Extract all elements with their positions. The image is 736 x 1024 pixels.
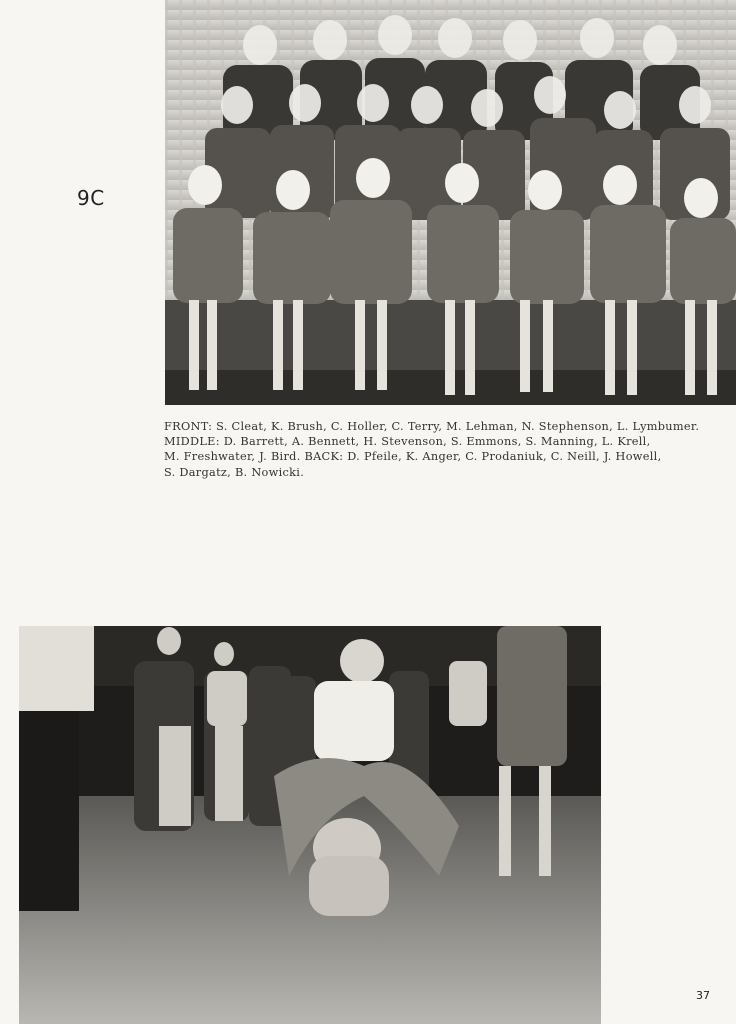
photo-caption — [164, 419, 724, 480]
caption-line: MIDDLE: D. Barrett, A. Bennett, H. Stevenson, S. Emmons, S. Manning, L. Krell, — [164, 435, 651, 449]
class-label: 9C — [77, 186, 105, 210]
caption-line: FRONT: S. Cleat, K. Brush, C. Holler, C. Terry, M. Lehman, N. Stephenson, L. Lymbumer. — [164, 420, 700, 433]
page-number: 37 — [696, 989, 710, 1002]
class-group-photo — [165, 0, 736, 405]
caption-line: S. Dargatz, B. Nowicki. — [164, 465, 305, 479]
candid-dance-photo — [19, 626, 601, 1024]
caption-line: M. Freshwater, J. Bird. BACK: D. Pfeile, K. Anger, C. Prodaniuk, C. Neill, J. Howell, — [164, 450, 662, 464]
